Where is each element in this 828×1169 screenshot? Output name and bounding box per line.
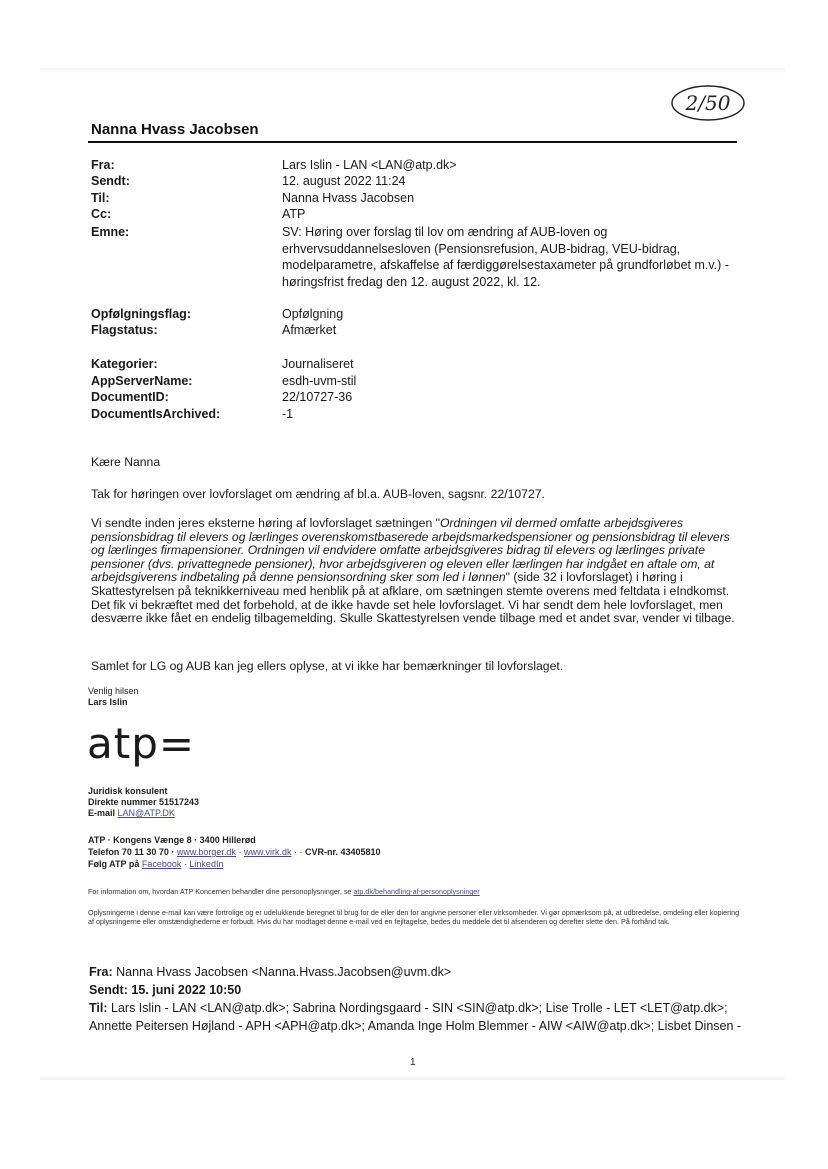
fwd-to-label: Til: [89, 1001, 108, 1015]
cvr-number: CVR-nr. 43405810 [305, 847, 381, 857]
field-label: Cc: [91, 207, 112, 221]
field-value: Opfølgning [282, 307, 344, 321]
fwd-from-label: Fra: [89, 965, 113, 979]
email-link[interactable]: LAN@ATP.DK [117, 808, 175, 818]
para2-end: " (side 32 i lovforslaget) i høring i Skattestyrelsen på teknikkerniveau med henblik på at afklare, om sætningen stemte overens med feltdata i eIndkomst. Det fik vi bekræftet med det forbehold, at de ikke havde set hele lovforslaget. Vi har sendt dem hele lovforslaget, men desværre ikke fået en endelig tilbagemelding. Skulle Skattestyrelsen vende tilbage med et andet svar, vender vi tilbage. [91, 570, 735, 626]
privacy-note [88, 888, 743, 897]
field-value: -1 [282, 407, 294, 421]
field-value: Journaliseret [282, 357, 354, 371]
stamp-text: 2/50 [685, 91, 731, 115]
para2-quote: Ordningen vil dermed omfatte arbejdsgiveres pensionsbidrag til elevers og lærlinges overenskomstbaserede arbejdsmarkedspensioner og pensionsbidrag til elevers og lærlinges firmapensioner. Ordningen vil endvidere omfatte arbejdsgiveres bidrag til elevers og lærlinges private pensioner (dvs. privattegnede pensioner), hvor arbejdsgiveren og eleven eller lærlingen har indgået en aftale om, at arbejdsgiverens indbetaling på denne pensionsordning sker som led i lønnen [91, 516, 730, 585]
forwarded-to [89, 999, 749, 1035]
field-value: SV: Høring over forslag til lov om ændring af AUB-loven og erhvervsuddannelsesloven (Pensionsrefusion, AUB-bidrag, VEU-bidrag, modelparametre, afskaffelse af færdiggørelsestaxameter på grundforløbet m.v.) - høringsfrist fredag den 12. august 2022, kl. 12. [282, 225, 729, 289]
field-value: esdh-uvm-stil [282, 374, 357, 388]
facebook-link[interactable]: Facebook [141, 859, 182, 869]
body-paragraph-3: Samlet for LG og AUB kan jeg ellers oplyse, at vi ikke har bemærkninger til lovforslaget. [91, 659, 564, 673]
forwarded-from [89, 963, 749, 981]
field-label: AppServerName: [91, 374, 193, 388]
borger-link[interactable]: www.borger.dk [176, 847, 236, 857]
body-paragraph-1: Tak for høringen over lovforslaget om ændring af bl.a. AUB-loven, sagsnr. 22/10727. [91, 487, 545, 501]
greeting: Kære Nanna [91, 455, 161, 469]
follow-label: Følg ATP på [88, 859, 140, 869]
atp-logo: atp= [87, 719, 196, 768]
field-value: ATP [282, 207, 306, 221]
field-value: 22/10727-36 [282, 390, 353, 404]
disclaimer: Oplysningerne i denne e-mail kan være fortrolige og er udelukkende beregnet til brug for de eller den for angivne personer eller virksomheder. Vi gør opmærksom på, at udbredelse, omdeling eller kopiering af oplysningerne eller omstændighederne er forbudt. Hvis du har modtaget denne e-mail ved en fejltagelse, bedes du meddele det til afsenderen og derefter slette den. På forhånd tak. [88, 908, 740, 926]
direct-number: Direkte nummer 51517243 [88, 797, 200, 807]
email-label: E-mail [88, 808, 116, 818]
field-value: Nanna Hvass Jacobsen [282, 191, 415, 205]
field-value: Lars Islin - LAN <LAN@atp.dk> [282, 158, 457, 172]
linkedin-link[interactable]: LinkedIn [189, 859, 224, 869]
forwarded-sent [89, 981, 749, 999]
fwd-from-value: Nanna Hvass Jacobsen <Nanna.Hvass.Jacobsen@uvm.dk> [116, 965, 452, 979]
mailbox-owner: Nanna Hvass Jacobsen [91, 121, 259, 138]
stamp-circle-icon [669, 83, 747, 123]
scan-edge-top [40, 68, 785, 74]
body-paragraph-2 [91, 517, 741, 626]
para2-start: Vi sendte inden jeres eksterne høring af lovforslaget sætningen " [91, 516, 440, 530]
separator: · [183, 859, 187, 869]
field-label: Emne: [91, 225, 130, 239]
signature-name: Lars Islin [88, 697, 128, 707]
page-stamp [669, 83, 747, 123]
phone-label: Telefon 70 11 30 70 · [88, 847, 175, 857]
virk-link[interactable]: www.virk.dk [243, 847, 292, 857]
header-divider [88, 141, 737, 143]
address: ATP · Kongens Vænge 8 · 3400 Hillerød [88, 835, 256, 845]
fwd-to-value: Lars Islin - LAN <LAN@atp.dk>; Sabrina Nordingsgaard - SIN <SIN@atp.dk>; Lise Trolle - LET <LET@atp.dk>; Annette Peitersen Højland - APH <APH@atp.dk>; Amanda Inge Holm Blemmer - AIW <AIW@atp.dk>; Lisbet Dinsen - [89, 1001, 742, 1033]
field-label: Opfølgningsflag: [91, 307, 191, 321]
phone-line [88, 847, 381, 858]
page-number: 1 [410, 1057, 416, 1068]
field-label: Fra: [91, 158, 115, 172]
email-line [88, 808, 175, 819]
field-label: Til: [91, 191, 110, 205]
scan-edge-bottom [40, 1074, 785, 1080]
field-label: Kategorier: [91, 357, 158, 371]
fwd-sent-value: 15. juni 2022 10:50 [131, 983, 242, 997]
field-value: 12. august 2022 11:24 [282, 174, 406, 188]
field-label: DocumentIsArchived: [91, 407, 221, 421]
signature-title: Juridisk konsulent [88, 786, 168, 796]
field-label: Flagstatus: [91, 323, 158, 337]
closing: Venlig hilsen [88, 686, 139, 696]
privacy-link[interactable]: atp.dk/behandling-af-personoplysninger [353, 887, 480, 896]
follow-line [88, 859, 223, 870]
separator: · [238, 847, 242, 857]
field-label: DocumentID: [91, 390, 169, 404]
field-value: Afmærket [282, 323, 337, 337]
separator: · · [294, 847, 303, 857]
privacy-text: For information om, hvordan ATP Koncernen behandler dine personoplysninger, se [88, 887, 352, 896]
fwd-sent-label: Sendt: [89, 983, 128, 997]
field-label: Sendt: [91, 174, 130, 188]
